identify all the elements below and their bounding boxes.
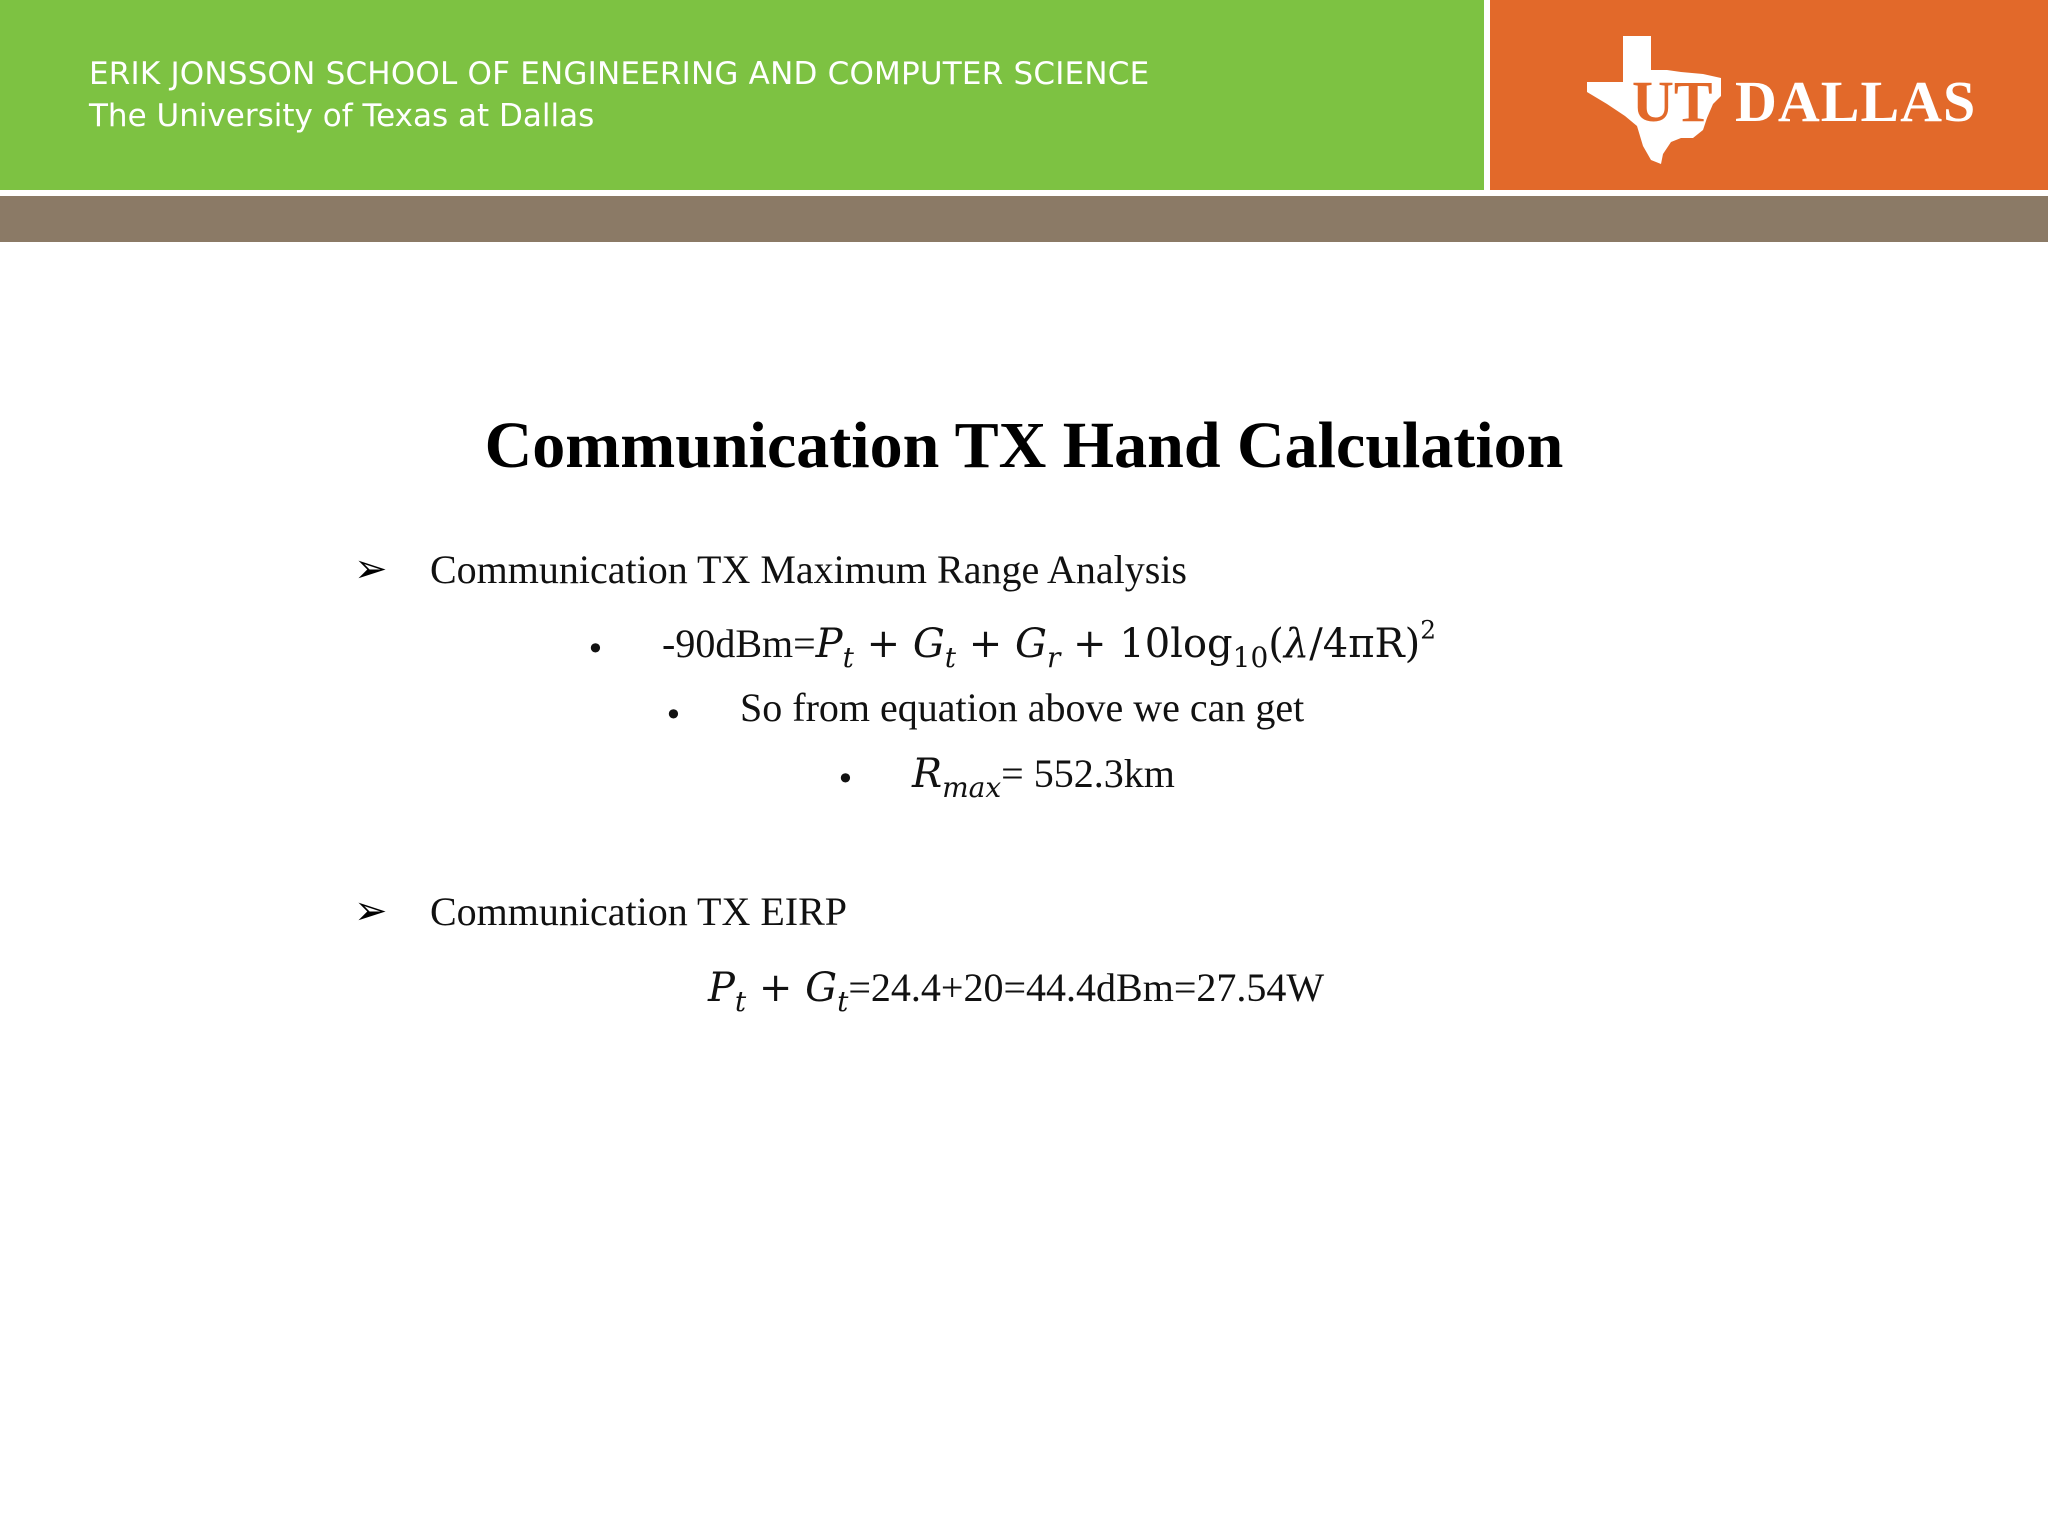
rmax-value: = 552.3km (1001, 751, 1175, 796)
eirp-gt: $G_t$ (805, 965, 849, 1018)
school-name: ERIK JONSSON SCHOOL OF ENGINEERING AND COMPUTER SCIENCE (89, 56, 1150, 92)
rmax-symbol: $R_{max}$ (912, 751, 1002, 804)
rmax-result (912, 750, 1175, 804)
arrow-bullet-icon: ➢ (354, 888, 388, 934)
logo-dallas-text: DALLAS (1735, 69, 1977, 134)
university-name: The University of Texas at Dallas (89, 98, 595, 134)
equation-gr: $G_r$ (1014, 621, 1061, 674)
eirp-equation: $P_t + G_t=24.4+20=44.4dBm=27.54W$ (708, 965, 1325, 1018)
equation-tail: /4πR)$^2$ (1309, 615, 1436, 667)
section-heading-range: Communication TX Maximum Range Analysis (430, 547, 1187, 592)
header-brown-band (0, 196, 2048, 242)
bullet-dot-icon: • (664, 696, 683, 734)
arrow-bullet-icon: ➢ (354, 546, 388, 592)
equation-log: + $10\log_{10}$( (1060, 621, 1284, 674)
bullet-dot-icon: • (836, 760, 855, 798)
slide-title: Communication TX Hand Calculation (484, 409, 1564, 482)
range-equation: $-90dBm=P_t + G_t + G_r + 10\log_{10}(\lambda/4\pi R)^2$ (662, 615, 1436, 674)
equation-pt: $P_t$ (815, 621, 854, 674)
eirp-pt: $P_t$ (708, 965, 747, 1018)
equation-gt: $G_t$ (912, 621, 957, 674)
equation-note: So from equation above we can get (740, 685, 1305, 730)
logo-ut-text: UT (1632, 69, 1713, 134)
header-banner-green (0, 0, 1484, 190)
equation-lhs: -90dBm= (662, 621, 816, 666)
section-heading-eirp: Communication TX EIRP (430, 889, 848, 934)
eirp-value: =24.4+20=44.4dBm=27.54W (848, 965, 1325, 1010)
bullet-dot-icon: • (586, 630, 605, 668)
